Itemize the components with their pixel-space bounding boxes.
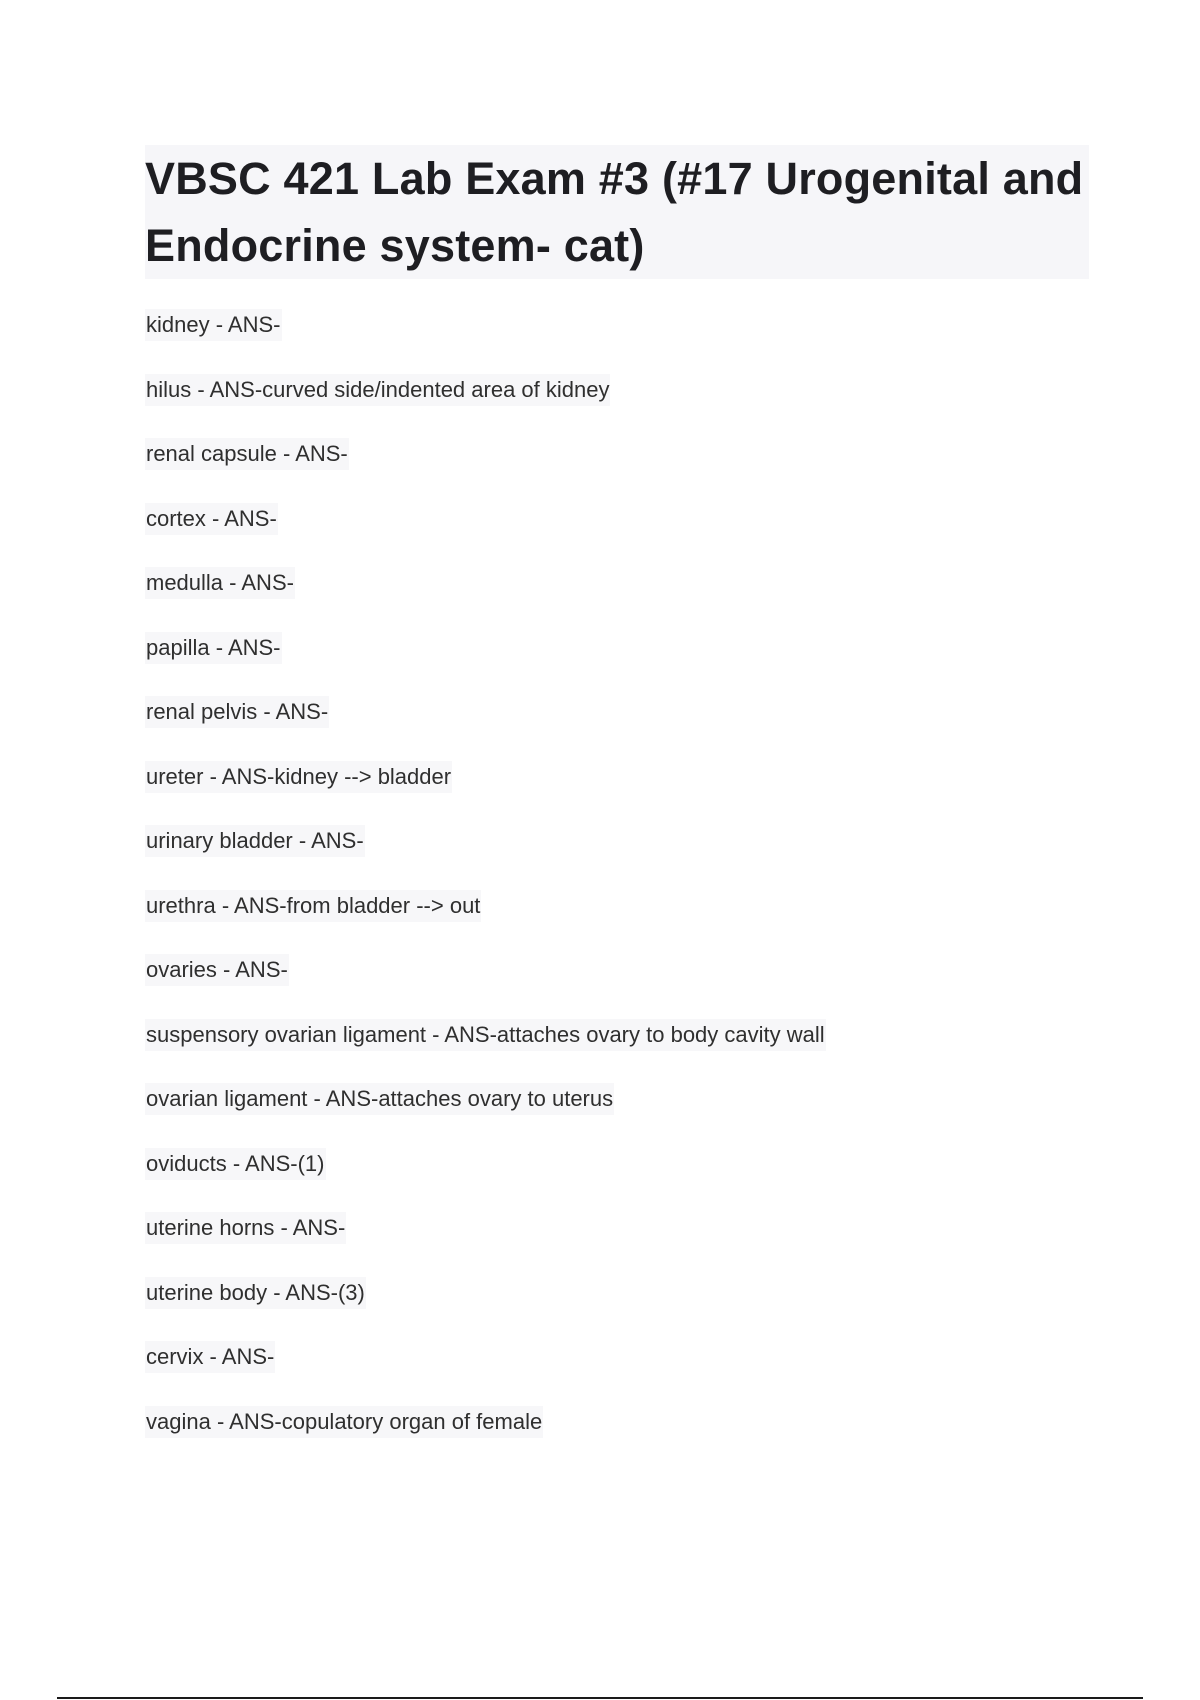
term-text: ovaries - ANS- — [145, 954, 289, 986]
list-item — [145, 1341, 826, 1406]
term-text: cortex - ANS- — [145, 503, 278, 535]
term-text: ureter - ANS-kidney --> bladder — [145, 761, 452, 793]
list-item — [145, 890, 826, 955]
term-text: kidney - ANS- — [145, 309, 282, 341]
list-item — [145, 309, 826, 374]
term-text: vagina - ANS-copulatory organ of female — [145, 1406, 543, 1438]
list-item — [145, 503, 826, 568]
term-text: suspensory ovarian ligament - ANS-attaches ovary to body cavity wall — [145, 1019, 826, 1051]
list-item — [145, 696, 826, 761]
term-text: renal pelvis - ANS- — [145, 696, 329, 728]
list-item — [145, 1406, 826, 1471]
term-list — [145, 309, 826, 1470]
list-item — [145, 1083, 826, 1148]
term-text: papilla - ANS- — [145, 632, 282, 664]
list-item — [145, 1019, 826, 1084]
list-item — [145, 825, 826, 890]
list-item — [145, 438, 826, 503]
list-item — [145, 1277, 826, 1342]
term-text: medulla - ANS- — [145, 567, 295, 599]
list-item — [145, 632, 826, 697]
list-item — [145, 761, 826, 826]
term-text: oviducts - ANS-(1) — [145, 1148, 326, 1180]
term-text: hilus - ANS-curved side/indented area of kidney — [145, 374, 610, 406]
term-text: uterine body - ANS-(3) — [145, 1277, 366, 1309]
list-item — [145, 374, 826, 439]
term-text: renal capsule - ANS- — [145, 438, 349, 470]
term-text: urinary bladder - ANS- — [145, 825, 365, 857]
list-item — [145, 1148, 826, 1213]
list-item — [145, 954, 826, 1019]
term-text: ovarian ligament - ANS-attaches ovary to uterus — [145, 1083, 614, 1115]
document-title: VBSC 421 Lab Exam #3 (#17 Urogenital and Endocrine system- cat) — [145, 153, 1084, 271]
term-text: urethra - ANS-from bladder --> out — [145, 890, 481, 922]
term-text: uterine horns - ANS- — [145, 1212, 346, 1244]
footer-divider — [57, 1697, 1143, 1699]
title-block — [145, 145, 1089, 279]
list-item — [145, 567, 826, 632]
term-text: cervix - ANS- — [145, 1341, 275, 1373]
list-item — [145, 1212, 826, 1277]
